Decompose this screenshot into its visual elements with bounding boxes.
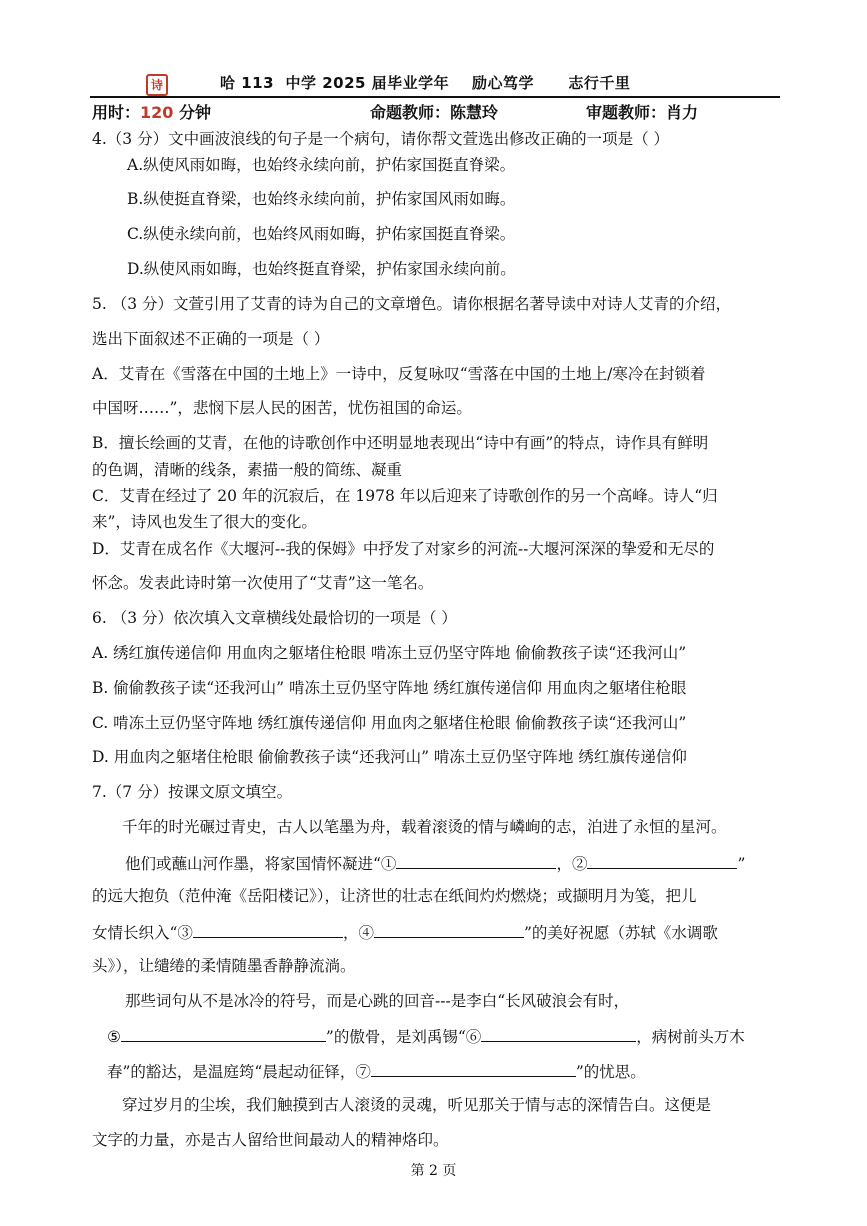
q6-option-c: C. 啃冻土豆仍坚守阵地 绣红旗传递信仰 用血肉之躯堵住枪眼 偷偷教孩子读“还我河山” [92, 714, 687, 732]
q4-option-b: B.纵使挺直脊梁，也始终永续向前，护佑家国风雨如晦。 [127, 190, 516, 208]
q5-stem-line1: 5. （3 分）文萱引用了艾青的诗为自己的文章增色。请你根据名著导读中对诗人艾青的介绍， [92, 295, 732, 313]
q6-option-a: A. 绣红旗传递信仰 用血肉之躯堵住枪眼 啃冻土豆仍坚守阵地 偷偷教孩子读“还我河山” [92, 644, 687, 662]
blank-1-input[interactable] [396, 852, 556, 869]
q7-paragraph-2-line4: 头》），让缱绻的柔情随墨香静静流淌。 [92, 957, 356, 975]
header-title: 哈 113 中学 2025 届毕业学年 励心笃学 志行千里 [220, 74, 631, 92]
q5-option-a-line2: 中国呀……”，悲悯下层人民的困苦，忧伤祖国的命运。 [92, 399, 472, 417]
q6-option-d: D. 用血肉之躯堵住枪眼 偷偷教孩子读“还我河山” 啃冻土豆仍坚守阵地 绣红旗传递信仰 [92, 748, 687, 766]
blank-3-input[interactable] [193, 921, 343, 938]
blank-7-input[interactable] [371, 1060, 576, 1077]
q5-stem-line2: 选出下面叙述不正确的一项是（ ） [92, 330, 330, 348]
q6-stem: 6. （3 分）依次填入文章横线处最恰切的一项是（ ） [92, 609, 457, 627]
q4-option-d: D.纵使风雨如晦，也始终挺直脊梁，护佑家国永续向前。 [127, 260, 516, 278]
q7-paragraph-2-line2: 的远大抱负（范仲淹《岳阳楼记》），让济世的壮志在纸间灼灼燃烧；或撷明月为笺，把儿 [92, 887, 697, 905]
blank-6-input[interactable] [481, 1025, 636, 1042]
q7-paragraph-4-line2: 文字的力量，亦是古人留给世间最动人的精神烙印。 [92, 1131, 449, 1149]
blank-2-input[interactable] [587, 852, 737, 869]
question-author: 命题教师：陈慧玲 [370, 103, 499, 122]
q7-paragraph-2-line3: 女情长织入“③ ，④ ”的美好祝愿（苏轼《水调歌 [92, 921, 718, 943]
q7-paragraph-1: 千年的时光碾过青史，古人以笔墨为舟，载着滚烫的情与嶙峋的志，泊进了永恒的星河。 [122, 818, 727, 836]
header-divider [90, 96, 780, 98]
page-number: 第 2 页 [410, 1163, 457, 1179]
exam-time: 用时：120 分钟 [92, 103, 211, 122]
q7-paragraph-3-line3: 春”的豁达，是温庭筠“晨起动征铎，⑦ ”的忧思。 [107, 1060, 646, 1082]
q5-option-b-line1: B．擅长绘画的艾青，在他的诗歌创作中还明显地表现出“诗中有画”的特点，诗作具有鲜明 [92, 434, 709, 452]
page-header [90, 72, 780, 98]
q6-option-b: B. 偷偷教孩子读“还我河山” 啃冻土豆仍坚守阵地 绣红旗传递信仰 用血肉之躯堵住枪眼 [92, 679, 687, 697]
q7-paragraph-3-line2: ⑤ ”的傲骨，是刘禹锡“⑥ ，病树前头万木 [107, 1025, 745, 1047]
q4-option-a: A.纵使风雨如晦，也始终永续向前，护佑家国挺直脊梁。 [127, 156, 516, 174]
blank-4-input[interactable] [374, 921, 524, 938]
q4-stem: 4.（3 分）文中画波浪线的句子是一个病句，请你帮文萱选出修改正确的一项是（ ） [92, 130, 670, 148]
blank-5-input[interactable] [121, 1025, 326, 1042]
q4-option-c: C.纵使永续向前，也始终风雨如晦，护佑家国挺直脊梁。 [127, 225, 516, 243]
q7-paragraph-3-line1: 那些词句从不是冰冷的符号，而是心跳的回音---是李白“长风破浪会有时， [125, 992, 630, 1010]
school-logo-icon: 诗 [146, 74, 168, 96]
q7-paragraph-4-line1: 穿过岁月的尘埃，我们触摸到古人滚烫的灵魂，听见那关于情与志的深情告白。这便是 [122, 1096, 712, 1114]
q5-option-d-line1: D．艾青在成名作《大堰河--我的保姆》中抒发了对家乡的河流--大堰河深深的挚爱和无尽的 [92, 540, 715, 558]
q5-option-a-line1: A．艾青在《雪落在中国的土地上》一诗中，反复咏叹“雪落在中国的土地上/寒冷在封锁着 [92, 365, 706, 383]
question-reviewer: 审题教师：肖力 [586, 103, 699, 122]
q5-option-b-line2: 的色调，清晰的线条，素描一般的简练、凝重 [92, 461, 403, 479]
q5-option-c-line1: C．艾青在经过了 20 年的沉寂后，在 1978 年以后迎来了诗歌创作的另一个高峰。诗人“归 [92, 487, 718, 505]
q5-option-c-line2: 来”，诗风也发生了很大的变化。 [92, 513, 317, 531]
q5-option-d-line2: 怀念。发表此诗时第一次使用了“艾青”这一笔名。 [92, 574, 434, 592]
q7-stem: 7.（7 分）按课文原文填空。 [92, 783, 293, 801]
q7-paragraph-2-line1: 他们或蘸山河作墨，将家国情怀凝进“① ，② ” [125, 852, 745, 874]
